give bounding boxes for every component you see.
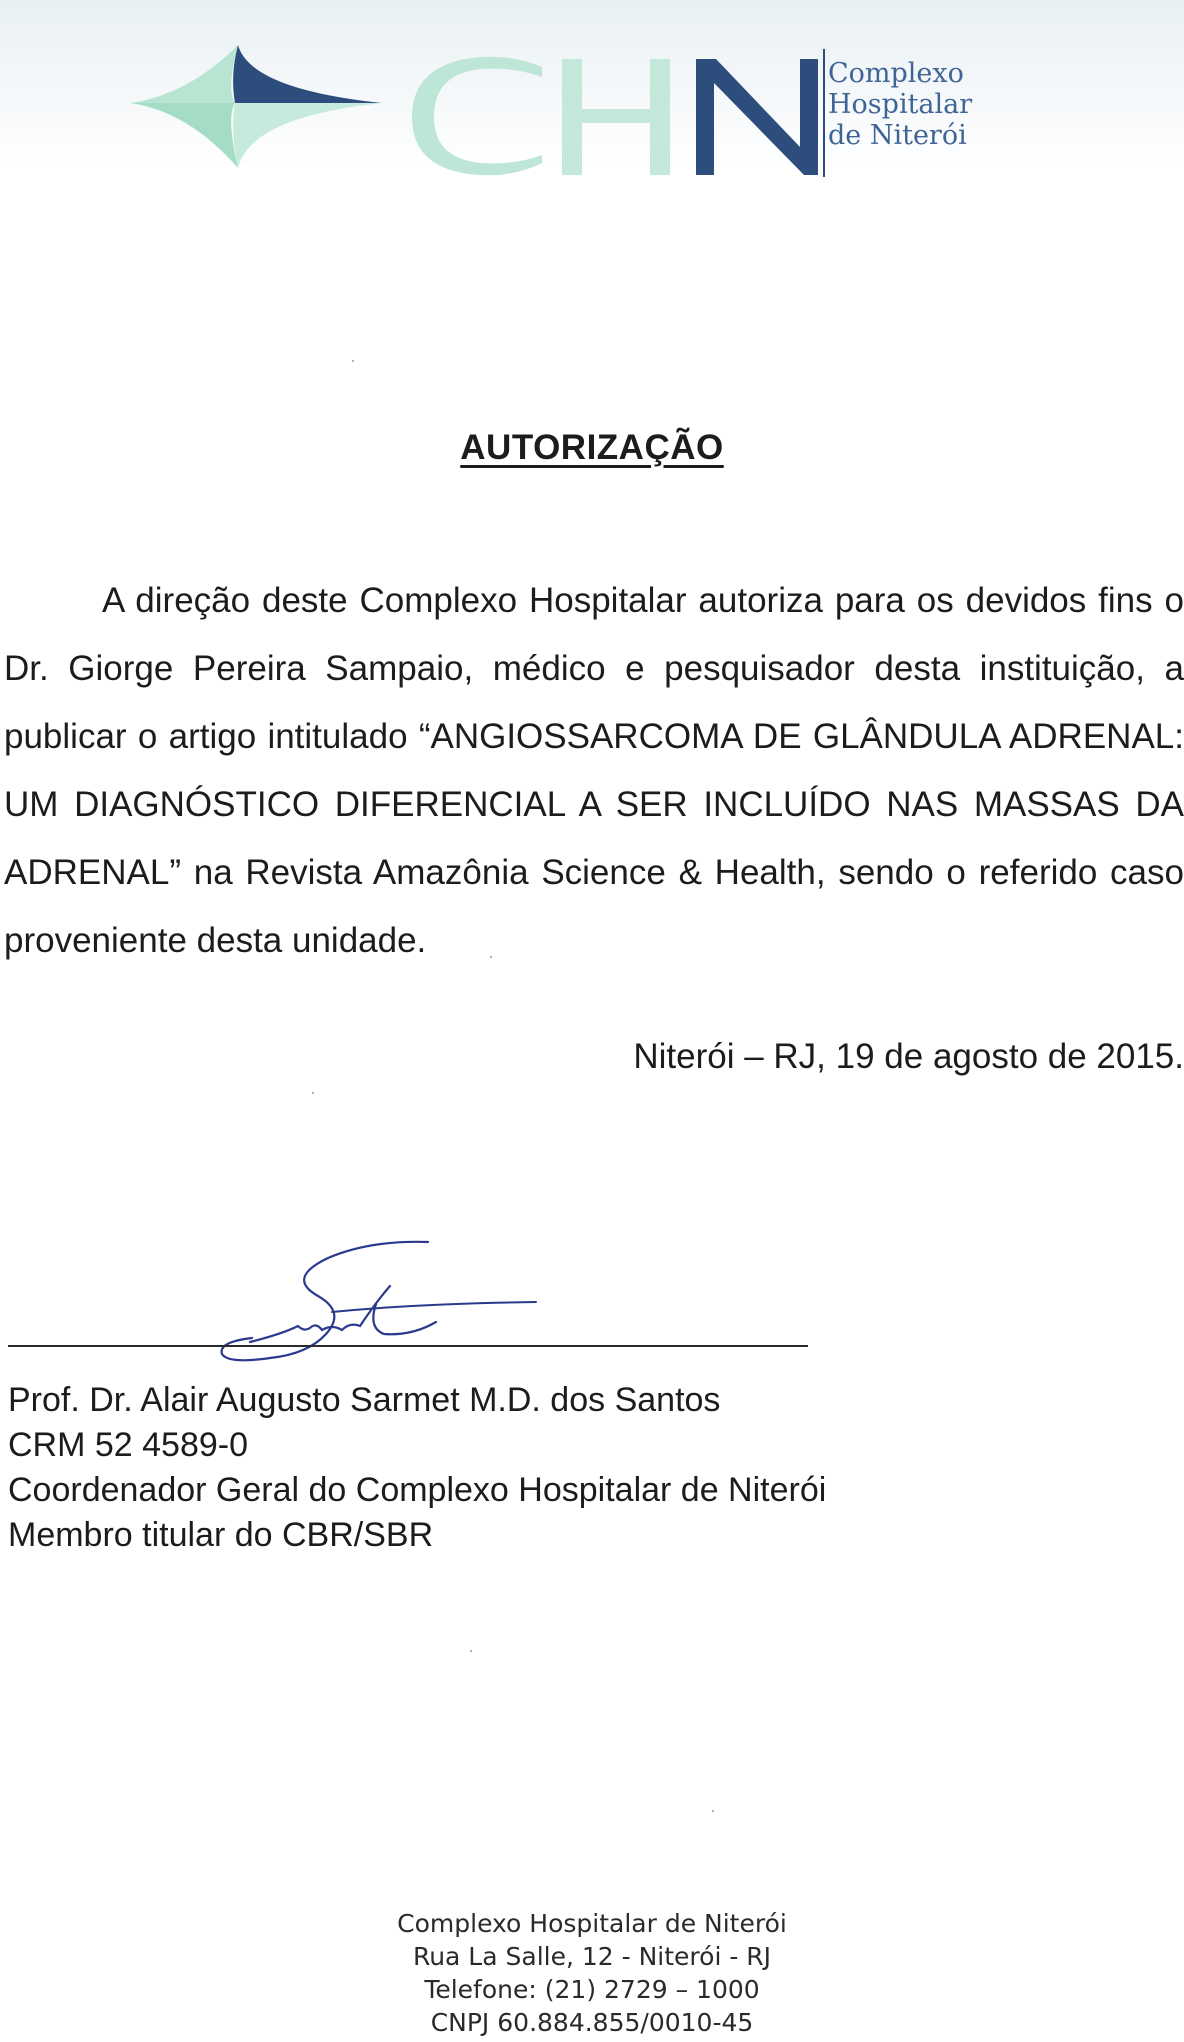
logo-sub-line-3: de Niterói — [828, 120, 967, 151]
authorization-paragraph: A direção deste Complexo Hospitalar autoriza para os devidos fins o Dr. Giorge Pereira Sampaio, médico e pesquisador desta instituição, a publicar o artigo intitulado “ANGIOSSARCOMA DE GLÂNDULA ADRENAL: UM DIAGNÓSTICO DIFERENCIAL A SER INCLUÍDO NAS MASSAS DA ADRENAL” na Revista Amazônia Science & Health, sendo o referido caso proveniente desta unidade. — [4, 581, 1184, 960]
footer-line-2: Rua La Salle, 12 - Niterói - RJ — [412, 1942, 772, 1971]
footer-address — [0, 1907, 1184, 2039]
signer-crm: CRM 52 4589-0 — [8, 1426, 249, 1464]
logo-sub-line-2: Hospitalar — [828, 89, 973, 120]
handwritten-signature — [200, 1230, 560, 1375]
scan-speck — [470, 1650, 472, 1652]
scan-speck — [312, 1092, 314, 1094]
signer-name: Prof. Dr. Alair Augusto Sarmet M.D. dos Santos — [8, 1381, 721, 1419]
signature-line — [8, 1345, 808, 1347]
signer-block — [8, 1378, 826, 1558]
logo-subtitle — [828, 58, 972, 151]
document-date: Niterói – RJ, 19 de agosto de 2015. — [633, 1037, 1184, 1076]
signer-membership: Membro titular do CBR/SBR — [8, 1516, 434, 1554]
scan-speck — [712, 1810, 714, 1812]
scan-speck — [490, 956, 492, 958]
footer-line-3: Telefone: (21) 2729 – 1000 — [424, 1975, 760, 2004]
signer-role: Coordenador Geral do Complexo Hospitalar de Niterói — [8, 1471, 827, 1509]
scan-speck — [352, 360, 354, 362]
document-title: AUTORIZAÇÃO — [460, 428, 724, 467]
logo-sub-line-1: Complexo — [828, 58, 964, 89]
footer-line-1: Complexo Hospitalar de Niterói — [397, 1909, 787, 1938]
footer-line-4: CNPJ 60.884.855/0010-45 — [430, 2008, 754, 2037]
